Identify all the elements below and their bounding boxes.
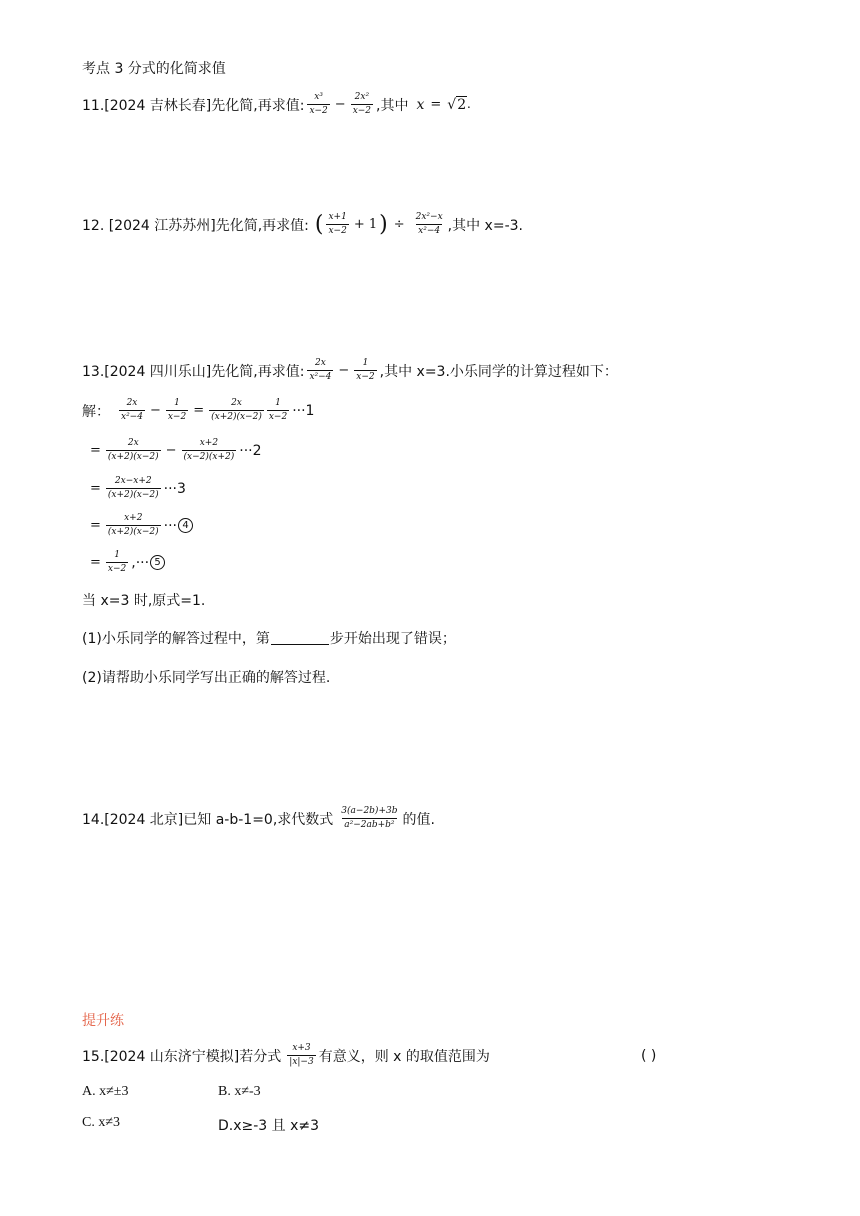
q12-prefix: 12. [2024 江苏苏州]先化简,再求值: [82, 217, 309, 234]
q15-answer-bracket[interactable]: ( ) [641, 1048, 657, 1064]
q13-answer-blank[interactable] [271, 632, 329, 645]
section-title-text: 考点 3 分式的化简求值 [82, 61, 226, 77]
section-title [82, 58, 226, 78]
q14-suffix: 的值. [402, 811, 435, 828]
q13-part2-text: (2)请帮助小乐同学写出正确的解答过程. [82, 670, 331, 686]
q14-prefix: 14.[2024 北京]已知 a-b-1=0,求代数式 [82, 811, 334, 828]
q11-prefix: 11.[2024 吉林长春]先化简,再求值: [82, 97, 305, 114]
q13-part1-pre: (1)小乐同学的解答过程中，第 [82, 631, 270, 647]
q15-option-c[interactable] [82, 1115, 120, 1131]
q13-when-text: 当 x=3 时,原式=1. [82, 593, 206, 609]
q13-step-1 [82, 398, 314, 423]
q15-option-a-text: A. x≠±3 [82, 1084, 129, 1099]
q13-part-1 [82, 628, 456, 648]
step2-frac-a: $\frac{2x}{(x+2)(x-2)}$ [107, 438, 159, 462]
step1-minus: − [149, 403, 161, 418]
q13-solution-label: 解： [82, 403, 110, 420]
q15-option-d-text: D.x≥-3 且 x≠3 [218, 1118, 320, 1134]
q11-fraction-1: $\frac{\text{x³}}{x-2}$ [309, 92, 328, 116]
question-13 [82, 358, 618, 383]
step2-frac-b: $\frac{x+2}{(x-2)(x+2)}$ [183, 438, 235, 462]
q13-fraction-2: $\frac{1}{x-2}$ [356, 358, 375, 382]
q12-plus-one: + 1 [353, 217, 378, 232]
q12-fraction-1: $\frac{x+1}{x-2}$ [328, 212, 347, 236]
step4-frac: $\frac{x+2}{(x+2)(x-2)}$ [107, 513, 159, 537]
q15-option-c-text: C. x≠3 [82, 1115, 121, 1130]
question-14 [82, 806, 435, 831]
q12-divide: ÷ [393, 217, 405, 232]
step3-frac: $\frac{2x-x+2}{(x+2)(x-2)}$ [107, 476, 159, 500]
step1-frac-c: $\frac{2x}{(x+2)(x-2)}$ [211, 398, 262, 422]
q13-when-line [82, 590, 205, 610]
step5-equals: = [90, 555, 101, 570]
q12-suffix: ,其中 x=-3. [447, 217, 523, 234]
q13-part-2 [82, 667, 330, 687]
step3-marker: ···3 [163, 480, 186, 497]
q12-left-paren: ( [314, 211, 324, 237]
q15-option-d[interactable] [218, 1115, 319, 1135]
q15-prefix: 15.[2024 山东济宁模拟]若分式 [82, 1048, 282, 1065]
question-15 [82, 1043, 490, 1068]
q11-sqrt: √2 [447, 96, 467, 113]
step5-dots: ,··· [131, 554, 150, 571]
step1-equals: = [193, 403, 205, 418]
q12-right-paren: ) [379, 211, 388, 237]
step3-equals: = [90, 481, 101, 496]
q12-fraction-2: $\frac{\text{2x²−x}}{\text{x²−4}}$ [415, 212, 443, 236]
question-11 [82, 92, 471, 117]
q11-end: . [467, 96, 471, 112]
q13-suffix: ,其中 x=3.小乐同学的计算过程如下： [379, 363, 618, 380]
q11-var: x [416, 96, 425, 113]
q13-step-4 [88, 513, 193, 538]
step5-frac: $\frac{1}{x-2}$ [107, 550, 127, 574]
q15-suffix: 有意义，则 x 的取值范围为 [318, 1048, 490, 1065]
q15-fraction: $\frac{x+3}{|x|-3}$ [289, 1043, 314, 1067]
q13-minus: − [338, 363, 350, 378]
q14-fraction: $\frac{3(a-2b)+3b}{\text{a²−2ab+b²}}$ [341, 806, 398, 830]
q15-option-b-text: B. x≠-3 [218, 1084, 261, 1099]
question-12 [82, 212, 523, 237]
q11-fraction-2: $\frac{\text{2x²}}{x-2}$ [352, 92, 372, 116]
step1-frac-b: $\frac{1}{x-2}$ [167, 398, 187, 422]
step1-marker: ···1 [292, 402, 315, 419]
q15-option-b[interactable] [218, 1084, 261, 1100]
q11-minus: − [334, 97, 346, 112]
advanced-label-text: 提升练 [82, 1013, 124, 1029]
q13-step-3 [88, 476, 186, 501]
q11-suffix: ,其中 [376, 97, 409, 114]
advanced-section-label [82, 1010, 124, 1030]
step4-equals: = [90, 518, 101, 533]
step2-minus: − [165, 443, 177, 458]
q13-fraction-1: $\frac{2x}{\text{x²−4}}$ [309, 358, 332, 382]
q13-part1-post: 步开始出现了错误； [329, 631, 456, 647]
step2-equals: = [90, 443, 101, 458]
step1-frac-a: $\frac{2x}{\text{x²−4}}$ [121, 398, 143, 422]
q13-prefix: 13.[2024 四川乐山]先化简,再求值: [82, 363, 305, 380]
step4-circled-number: 4 [178, 518, 193, 533]
q11-equals: = [430, 97, 442, 112]
step5-circled-number: 5 [150, 555, 165, 570]
q13-step-5 [88, 550, 165, 575]
step1-frac-d: $\frac{1}{x-2}$ [268, 398, 288, 422]
step4-dots: ··· [163, 517, 177, 534]
q15-option-a[interactable] [82, 1084, 128, 1100]
step2-marker: ···2 [239, 442, 262, 459]
q13-step-2 [88, 438, 262, 463]
